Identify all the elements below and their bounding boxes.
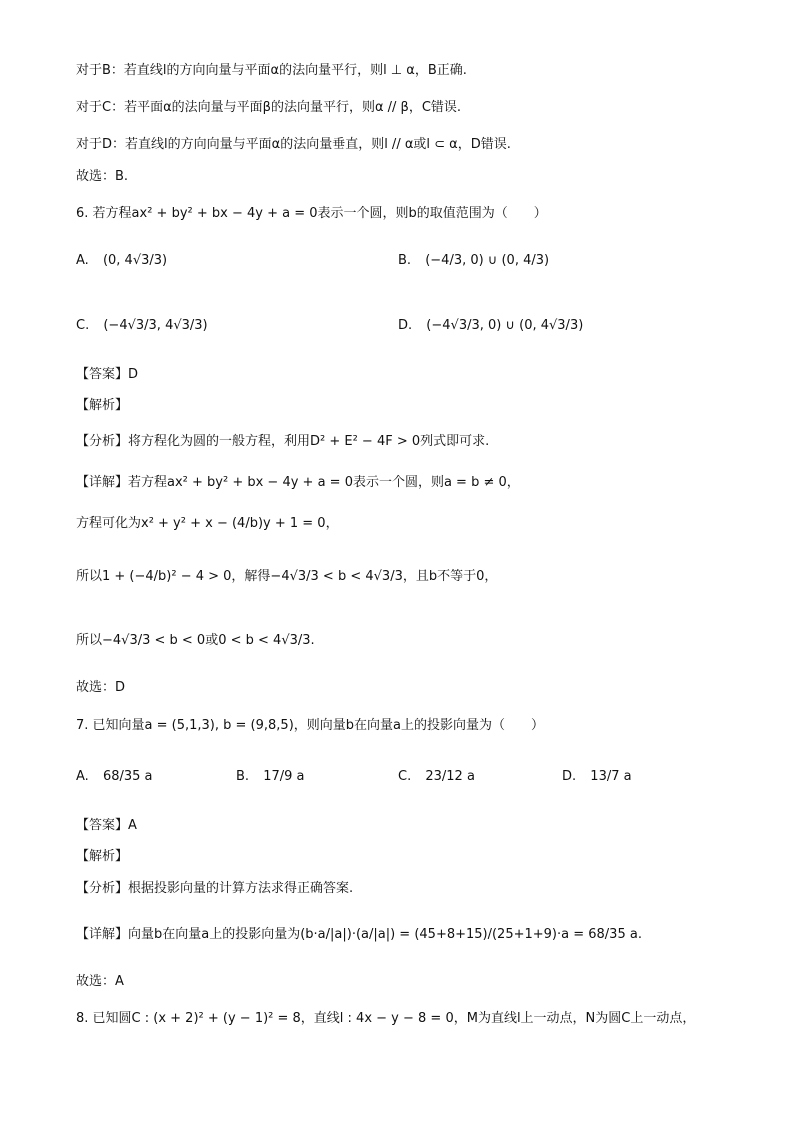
q6-option-c: C. (−4√3/3, 4√3/3): [76, 318, 208, 333]
q6-jiexi-heading: 【解析】: [76, 398, 129, 413]
q6-answer: 【答案】D: [76, 367, 139, 382]
q6-option-c-value: (−4√3/3, 4√3/3): [103, 318, 208, 333]
text-line: 对于B：若直线l的方向向量与平面α的法向量平行，则l ⊥ α，B正确.: [76, 63, 467, 78]
q6-detail: 【详解】若方程ax² + by² + bx − 4y + a = 0表示一个圆，则a = b ≠ 0，: [76, 475, 520, 490]
q6-option-b-value: (−4/3, 0) ∪ (0, 4/3): [425, 253, 550, 268]
q7-detail: 【详解】向量b在向量a上的投影向量为(b·a/|a|)·(a/|a|) = (45+8+15)/(25+1+9)·a = 68/35 a.: [76, 927, 642, 942]
q7-choose: 故选：A: [76, 974, 124, 989]
q7-option-b-value: 17/9 a: [263, 769, 305, 784]
q7-option-d: D. 13/7 a: [562, 769, 632, 784]
q7-answer: 【答案】A: [76, 818, 137, 833]
q7-jiexi-heading: 【解析】: [76, 849, 129, 864]
q6-step-3: 所以−4√3/3 < b < 0或0 < b < 4√3/3.: [76, 633, 315, 648]
q7-option-a-value: 68/35 a: [102, 769, 153, 784]
q7-option-b: B. 17/9 a: [236, 769, 305, 784]
text-line: 故选：B.: [76, 169, 129, 184]
q7-option-a: A. 68/35 a: [76, 769, 153, 784]
q6-option-b: B. (−4/3, 0) ∪ (0, 4/3): [398, 253, 550, 268]
q6-option-d: D. (−4√3/3, 0) ∪ (0, 4√3/3): [398, 318, 584, 333]
q6-choose: 故选：D: [76, 680, 126, 695]
question-8-stem: 8. 已知圆C : (x + 2)² + (y − 1)² = 8，直线l : 4x − y − 8 = 0，M为直线l上一动点，N为圆C上一动点，: [76, 1011, 696, 1026]
q6-analysis: 【分析】将方程化为圆的一般方程，利用D² + E² − 4F > 0列式即可求.: [76, 434, 490, 449]
text-line: 对于D：若直线l的方向向量与平面α的法向量垂直，则l // α或l ⊂ α，D错误.: [76, 137, 511, 152]
q7-option-d-value: 13/7 a: [590, 769, 632, 784]
q6-step-2: 所以1 + (−4/b)² − 4 > 0，解得−4√3/3 < b < 4√3/3，且b不等于0，: [76, 569, 498, 584]
q7-analysis: 【分析】根据投影向量的计算方法求得正确答案.: [76, 881, 354, 896]
q6-option-a: A. (0, 4√3/3): [76, 253, 168, 268]
q7-option-c: C. 23/12 a: [398, 769, 475, 784]
q6-option-a-value: (0, 4√3/3): [102, 253, 168, 268]
q7-option-c-value: 23/12 a: [425, 769, 475, 784]
question-7-stem: 7. 已知向量a = (5,1,3), b = (9,8,5)，则向量b在向量a上的投影向量为（ ）: [76, 718, 544, 733]
q6-option-d-value: (−4√3/3, 0) ∪ (0, 4√3/3): [426, 318, 584, 333]
text-line: 对于C：若平面α的法向量与平面β的法向量平行，则α // β，C错误.: [76, 100, 462, 115]
q6-step-1: 方程可化为x² + y² + x − (4/b)y + 1 = 0，: [76, 516, 339, 531]
question-6-stem: 6. 若方程ax² + by² + bx − 4y + a = 0表示一个圆，则b的取值范围为（ ）: [76, 206, 547, 221]
